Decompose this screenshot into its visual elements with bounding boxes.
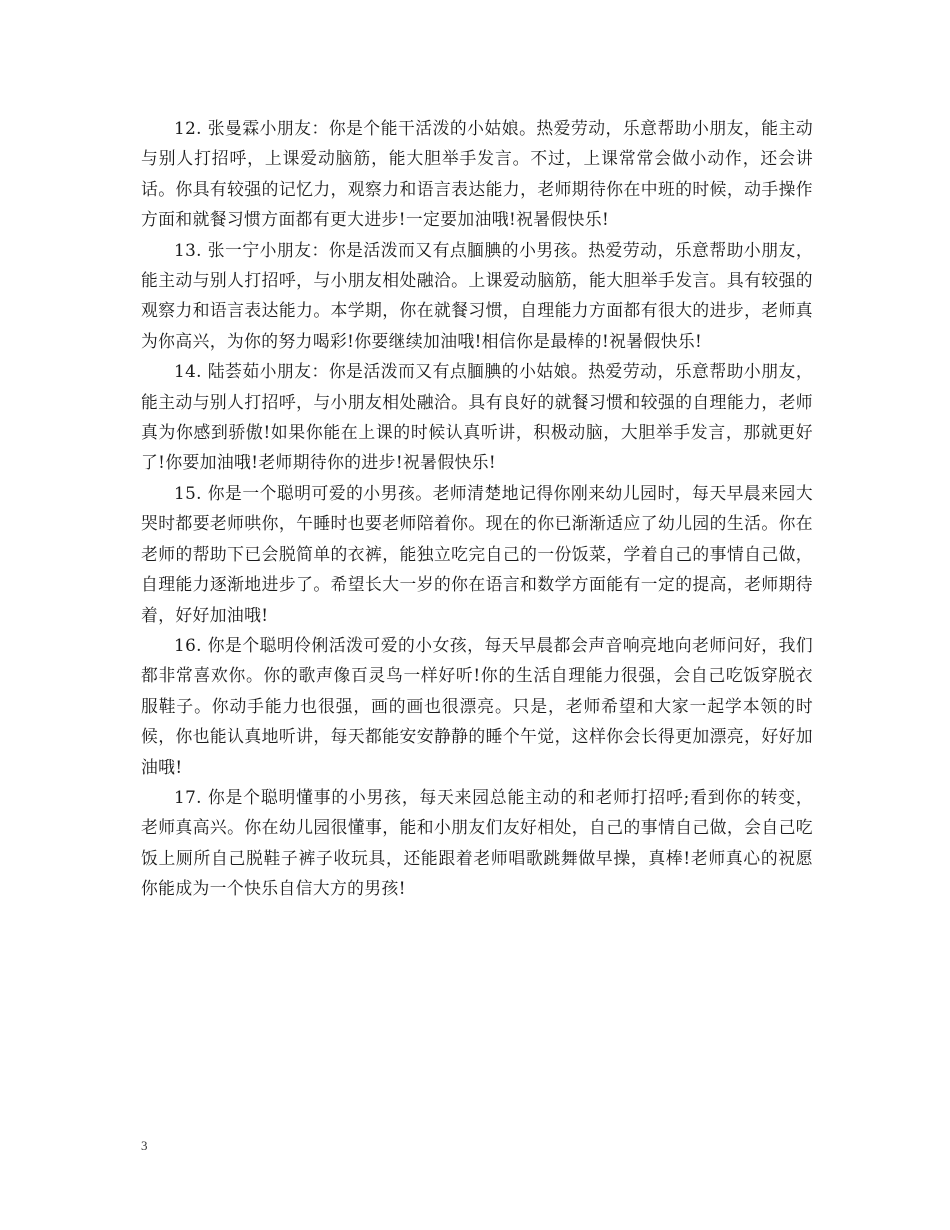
document-body [141,113,813,904]
paragraph-16: 16. 你是个聪明伶俐活泼可爱的小女孩，每天早晨都会声音响亮地向老师问好，我们都非常喜欢你。你的歌声像百灵鸟一样好听!你的生活自理能力很强，会自己吃饭穿脱衣服鞋子。你动手能力也很强，画的画也很漂亮。只是，老师希望和大家一起学本领的时候，你也能认真地听讲，每天都能安安静静的睡个午觉，这样你会长得更加漂亮，好好加油哦! [141,634,813,777]
paragraph-12: 12. 张曼霖小朋友：你是个能干活泼的小姑娘。热爱劳动，乐意帮助小朋友，能主动与别人打招呼，上课爱动脑筋，能大胆举手发言。不过，上课常常会做小动作，还会讲话。你具有较强的记忆力，观察力和语言表达能力，老师期待你在中班的时候，动手操作方面和就餐习惯方面都有更大进步!一定要加油哦!祝暑假快乐! [141,118,813,230]
paragraph-14: 14. 陆荟茹小朋友：你是活泼而又有点腼腆的小姑娘。热爱劳动，乐意帮助小朋友，能主动与别人打招呼，与小朋友相处融洽。具有良好的就餐习惯和较强的自理能力，老师真为你感到骄傲!如果你能在上课的时候认真听讲，积极动脑，大胆举手发言，那就更好了!你要加油哦!老师期待你的进步!祝暑假快乐! [141,361,813,473]
paragraph-15: 15. 你是一个聪明可爱的小男孩。老师清楚地记得你刚来幼儿园时，每天早晨来园大哭时都要老师哄你，午睡时也要老师陪着你。现在的你已渐渐适应了幼儿园的生活。你在老师的帮助下已会脱简单的衣裤，能独立吃完自己的一份饭菜，学着自己的事情自己做，自理能力逐渐地进步了。希望长大一岁的你在语言和数学方面能有一定的提高，老师期待着，好好加油哦! [141,482,813,625]
paragraph-13: 13. 张一宁小朋友：你是活泼而又有点腼腆的小男孩。热爱劳动，乐意帮助小朋友，能主动与别人打招呼，与小朋友相处融洽。上课爱动脑筋，能大胆举手发言。具有较强的观察力和语言表达能力。本学期，你在就餐习惯，自理能力方面都有很大的进步，老师真为你高兴，为你的努力喝彩!你要继续加油哦!相信你是最棒的!祝暑假快乐! [141,239,813,351]
page-number: 3 [141,1138,148,1153]
paragraph-17: 17. 你是个聪明懂事的小男孩，每天来园总能主动的和老师打招呼;看到你的转变，老师真高兴。你在幼儿园很懂事，能和小朋友们友好相处，自己的事情自己做，会自己吃饭上厕所自己脱鞋子裤子收玩具，还能跟着老师唱歌跳舞做早操，真棒!老师真心的祝愿你能成为一个快乐自信大方的男孩! [141,786,813,899]
